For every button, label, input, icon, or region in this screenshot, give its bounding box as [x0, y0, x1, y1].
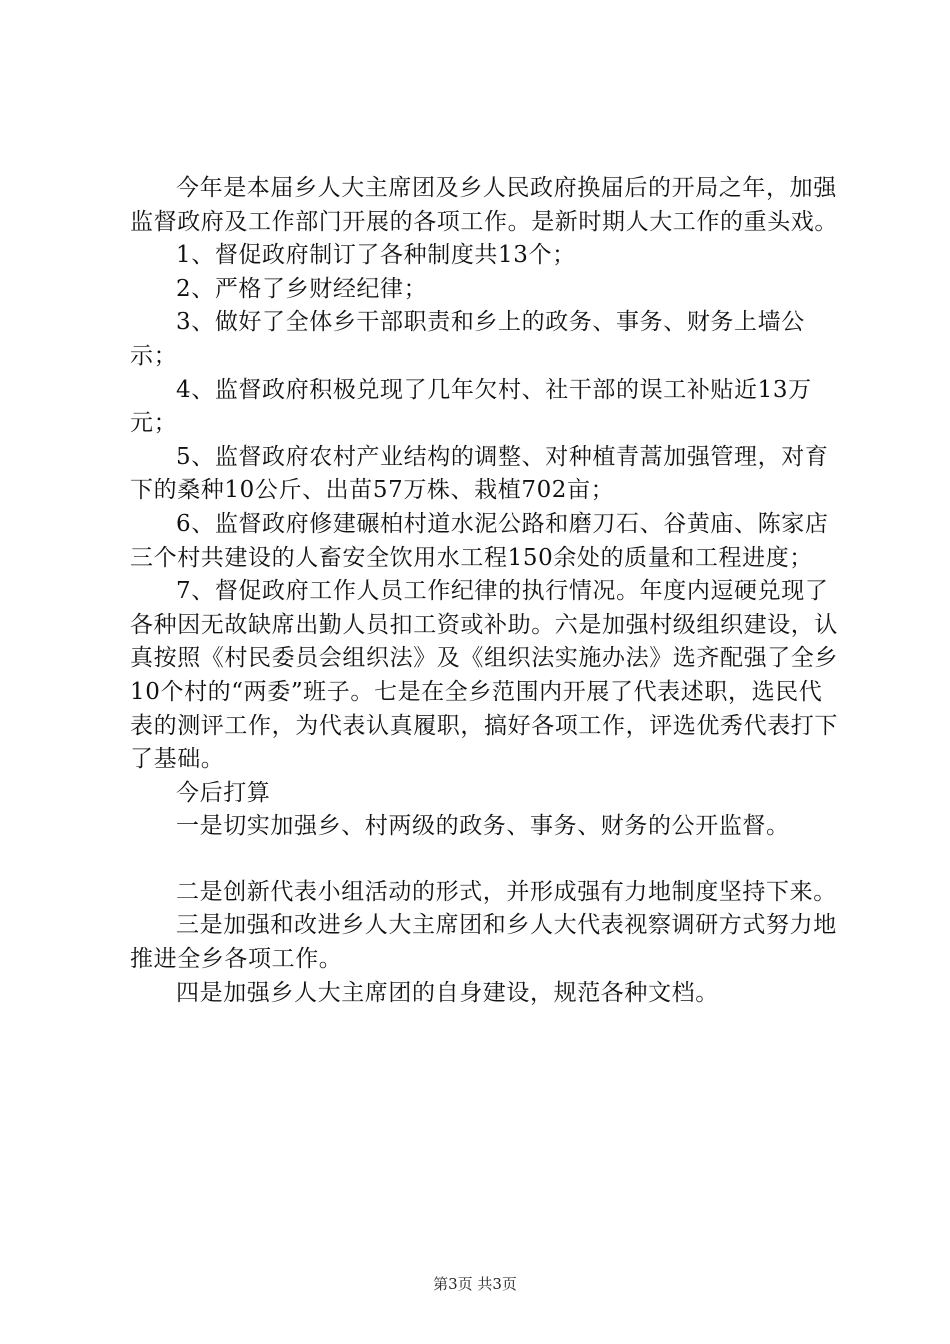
list-item-7: 7、督促政府工作人员工作纪律的执行情况。年度内逗硬兑现了各种因无故缺席出勤人员扣工资或补助。六是加强村级组织建设，认真按照《村民委员会组织法》及《组织法实施办法》选齐配强了全乡10个村的“两委”班子。七是在全乡范围内开展了代表述职，选民代表的测评工作，为代表认真履职，搞好各项工作，评选优秀代表打下了基础。 [130, 578, 838, 773]
paragraph-intro: 今年是本届乡人大主席团及乡人民政府换届后的开局之年，加强监督政府及工作部门开展的各项工作。是新时期人大工作的重头戏。 [130, 175, 838, 235]
plan-item-4: 四是加强乡人大主席团的自身建设，规范各种文档。 [176, 979, 719, 1006]
plan-item-3: 三是加强和改进乡人大主席团和乡人大代表视察调研方式努力地推进全乡各项工作。 [130, 912, 837, 973]
section-heading-future-plans: 今后打算 [176, 779, 271, 806]
document-body [130, 172, 842, 1010]
plan-item-2: 二是创新代表小组活动的形式，并形成强有力地制度坚持下来。 [176, 878, 837, 905]
list-item-5: 5、监督政府农村产业结构的调整、对种植青蒿加强管理，对育下的桑种10公斤、出苗57万株、栽植702亩； [130, 443, 829, 504]
list-item-3: 3、做好了全体乡干部职责和乡上的政务、事务、财务上墙公示； [130, 309, 805, 369]
list-item-2: 2、严格了乡财经纪律； [176, 275, 428, 302]
list-item-4: 4、监督政府积极兑现了几年欠村、社干部的误工补贴近13万元； [130, 376, 812, 437]
page-number-footer: 第3页 共3页 [433, 1275, 517, 1293]
plan-item-1: 一是切实加强乡、村两级的政务、事务、财务的公开监督。 [176, 813, 790, 840]
list-item-6: 6、监督政府修建碾柏村道水泥公路和磨刀石、谷黄庙、陈家店三个村共建设的人畜安全饮用水工程150余处的质量和工程进度； [130, 510, 829, 571]
list-item-1: 1、督促政府制订了各种制度共13个； [176, 242, 576, 269]
